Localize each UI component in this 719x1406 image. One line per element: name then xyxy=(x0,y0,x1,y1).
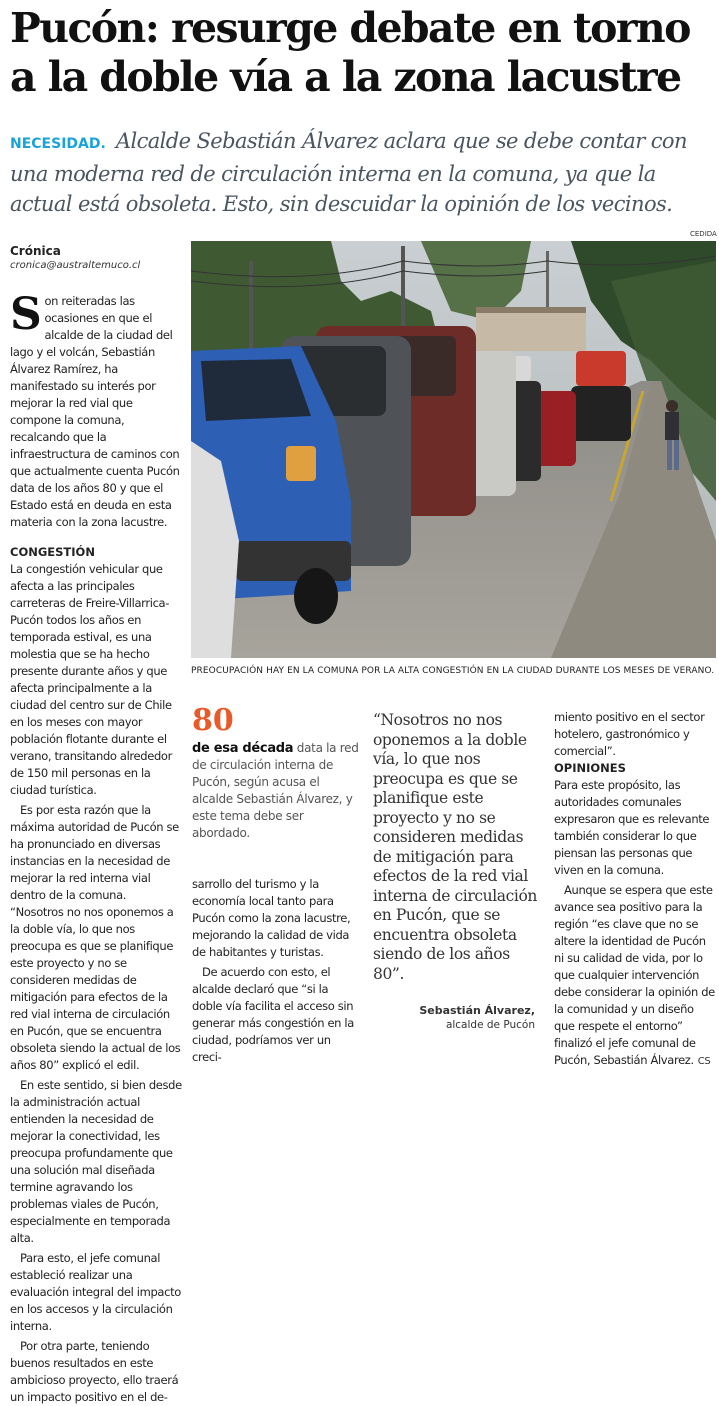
byline-email: cronica@australtemuco.cl xyxy=(10,260,141,271)
standfirst xyxy=(10,126,715,219)
byline xyxy=(10,244,140,271)
dropcap: S xyxy=(10,289,42,340)
standfirst-tag: NECESIDAD. xyxy=(10,136,106,152)
headline-line-1: Pucón: resurge debate en torno xyxy=(10,4,690,52)
body-paragraph: Es por esta razón que la máxima autoridad de Pucón se ha pronunciado en diversas instancias en la necesidad de mejorar la red interna vial dentro de la comuna. “Nosotros no nos oponemos a la doble vía, lo que nos preocupa es que se planifique este proyecto y no se consideren medidas de mitigación para efectos de la red vial interna de circulación en Pucón, que se encuentra obsoleta siendo la actual de los años 80” explicó el edil. xyxy=(10,803,181,1072)
traffic-photo xyxy=(191,241,716,658)
stat-text xyxy=(192,740,362,842)
stat-bold: de esa década xyxy=(192,741,294,756)
photo-credit: CEDIDA xyxy=(690,230,717,238)
body-paragraph: La congestión vehicular que afecta a las principales carreteras de Freire-Villarrica-Pucón todos los años en temporada estival, es una molestia que se ha hecho presente durante años y que afecta principalmente a la ciudad del centro sur de Chile en los meses con mayor población flotante durante el verano, transitando alrededor de 150 mil personas en la ciudad turística. xyxy=(10,562,172,797)
column-2 xyxy=(192,876,360,1066)
final-paragraph-text: Aunque se espera que este avance sea positivo para la región “es clave que no se altere la identidad de Pucón ni su calidad de vida, por lo que cualquier intervención debe considerar la opinión de la comunidad y un diseño que respete el entorno” finalizó el jefe comunal de Pucón, Sebastián Álvarez. xyxy=(554,883,715,1067)
body-paragraph xyxy=(554,882,716,1070)
photo-caption: PREOCUPACIÓN HAY EN LA COMUNA POR LA ALTA CONGESTIÓN EN LA CIUDAD DURANTE LOS MESES DE VERANO. xyxy=(191,666,715,676)
subhead-opinions: OPINIONES xyxy=(554,761,626,775)
stat-number: 80 xyxy=(192,703,234,738)
body-paragraph: miento positivo en el sector hotelero, gastronómico y comercial”. xyxy=(554,710,705,758)
column-1 xyxy=(10,289,182,1406)
traffic-photo-image xyxy=(191,241,716,658)
byline-section: Crónica xyxy=(10,244,61,258)
body-paragraph: sarrollo del turismo y la economía local tanto para Pucón como la zona lacustre, mejorando la calidad de vida de habitantes y turistas. xyxy=(192,877,351,959)
body-paragraph: Para esto, el jefe comunal estableció realizar una evaluación integral del impacto en los accesos y la circulación interna. xyxy=(10,1251,181,1333)
headline xyxy=(10,4,710,102)
body-paragraph: Para este propósito, las autoridades comunales expresaron que es relevante también considerar lo que piensan las personas que viven en la comuna. xyxy=(554,778,710,877)
body-paragraph: En este sentido, si bien desde la administración actual entienden la necesidad de mejorar la conectividad, les preocupa profundamente que una solución mal diseñada termine agravando los problemas viales de Pucón, especialmente en temporada alta. xyxy=(10,1078,182,1245)
lead-text: on reiteradas las ocasiones en que el alcalde de la ciudad del lago y el volcán, Sebastián Álvarez Ramírez, ha manifestado su interés por mejorar la red vial que compone la comuna, recalcando que la infraestructura de caminos con que actualmente cuenta Pucón data de los años 80 y que el Estado está en deuda en esta materia con la zona lacustre. xyxy=(10,294,180,529)
standfirst-text: Alcalde Sebastián Álvarez aclara que se debe contar con una moderna red de circulación interna en la comuna, ya que la actual está obsoleta. Esto, sin descuidar la opinión de los vecinos. xyxy=(10,129,687,216)
stat-rest: data la red de circulación interna de Pucón, según acusa el alcalde Sebastián Álvarez, y este tema debe ser abordado. xyxy=(192,741,359,840)
pull-quote: “Nosotros no nos oponemos a la doble vía, lo que nos preocupa es que se planifique este proyecto y no se consideren medidas de mitigación para efectos de la red vial interna de circulación en Pucón, que se encuentra obsoleta siendo de los años 80”. xyxy=(373,711,537,983)
end-mark: CS xyxy=(697,1056,711,1067)
body-paragraph: Por otra parte, teniendo buenos resultados en este ambicioso proyecto, ello traerá un impacto positivo en el de- xyxy=(10,1339,179,1404)
subhead-congestion: CONGESTIÓN xyxy=(10,545,95,559)
body-paragraph: De acuerdo con esto, el alcalde declaró que “si la doble vía facilita el acceso sin generar más congestión en la ciudad, podríamos ver un creci- xyxy=(192,965,354,1064)
quote-attribution xyxy=(373,1003,535,1033)
lead-paragraph xyxy=(10,289,182,531)
column-4 xyxy=(554,709,716,1070)
quote-author: Sebastián Álvarez, xyxy=(419,1004,535,1017)
headline-line-2: a la doble vía a la zona lacustre xyxy=(10,53,681,101)
quote-role: alcalde de Pucón xyxy=(445,1019,535,1031)
